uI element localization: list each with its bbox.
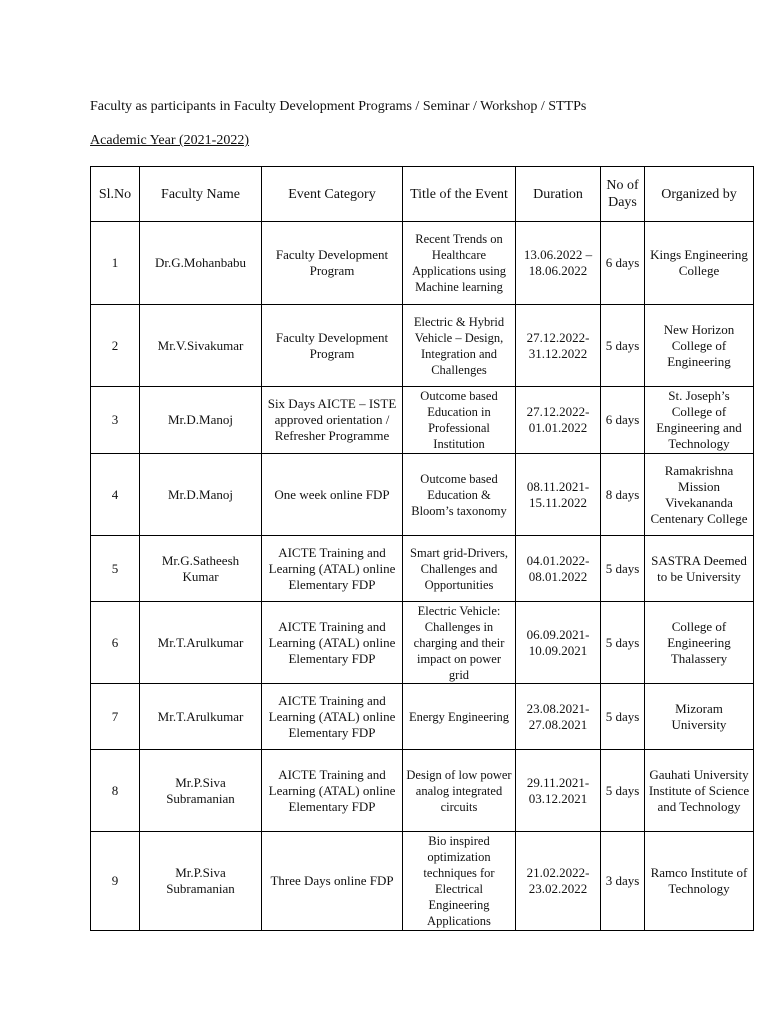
cell-event-category: AICTE Training and Learning (ATAL) online Elementary FDP xyxy=(262,536,403,602)
cell-event-category: AICTE Training and Learning (ATAL) online Elementary FDP xyxy=(262,684,403,750)
cell-duration: 27.12.2022-01.01.2022 xyxy=(516,387,601,454)
cell-organized-by: Mizoram University xyxy=(645,684,754,750)
table-row xyxy=(91,387,754,454)
cell-sl-no: 4 xyxy=(91,454,140,536)
cell-event-title: Design of low power analog integrated circuits xyxy=(403,750,516,832)
cell-no-of-days: 5 days xyxy=(601,536,645,602)
cell-event-category: AICTE Training and Learning (ATAL) online Elementary FDP xyxy=(262,750,403,832)
cell-sl-no: 7 xyxy=(91,684,140,750)
table-row xyxy=(91,454,754,536)
cell-duration: 08.11.2021-15.11.2022 xyxy=(516,454,601,536)
cell-sl-no: 9 xyxy=(91,832,140,931)
cell-no-of-days: 6 days xyxy=(601,387,645,454)
cell-no-of-days: 5 days xyxy=(601,602,645,684)
cell-organized-by: St. Joseph’s College of Engineering and Technology xyxy=(645,387,754,454)
cell-duration: 23.08.2021-27.08.2021 xyxy=(516,684,601,750)
cell-faculty-name: Mr.D.Manoj xyxy=(140,454,262,536)
cell-no-of-days: 5 days xyxy=(601,750,645,832)
cell-event-title: Energy Engineering xyxy=(403,684,516,750)
cell-no-of-days: 6 days xyxy=(601,222,645,305)
cell-organized-by: New Horizon College of Engineering xyxy=(645,305,754,387)
cell-organized-by: Ramakrishna Mission Vivekananda Centenary College xyxy=(645,454,754,536)
table-row xyxy=(91,536,754,602)
cell-event-title: Outcome based Education & Bloom’s taxonomy xyxy=(403,454,516,536)
cell-event-title: Recent Trends on Healthcare Applications using Machine learning xyxy=(403,222,516,305)
cell-organized-by: Kings Engineering College xyxy=(645,222,754,305)
cell-event-title: Electric Vehicle: Challenges in charging and their impact on power grid xyxy=(403,602,516,684)
cell-organized-by: Ramco Institute of Technology xyxy=(645,832,754,931)
table-row xyxy=(91,832,754,931)
page-heading: Faculty as participants in Faculty Development Programs / Seminar / Workshop / STTPs xyxy=(90,99,587,114)
fdp-participation-table xyxy=(90,166,754,931)
table-header-row xyxy=(91,167,754,222)
cell-sl-no: 5 xyxy=(91,536,140,602)
header-sl-no: Sl.No xyxy=(91,167,140,222)
cell-faculty-name: Mr.P.Siva Subramanian xyxy=(140,832,262,931)
cell-faculty-name: Mr.D.Manoj xyxy=(140,387,262,454)
cell-event-category: Six Days AICTE – ISTE approved orientation / Refresher Programme xyxy=(262,387,403,454)
header-event-title: Title of the Event xyxy=(403,167,516,222)
header-no-of-days: No of Days xyxy=(601,167,645,222)
cell-duration: 06.09.2021-10.09.2021 xyxy=(516,602,601,684)
cell-event-category: One week online FDP xyxy=(262,454,403,536)
cell-event-category: Faculty Development Program xyxy=(262,305,403,387)
cell-event-title: Bio inspired optimization techniques for Electrical Engineering Applications xyxy=(403,832,516,931)
header-duration: Duration xyxy=(516,167,601,222)
cell-sl-no: 2 xyxy=(91,305,140,387)
cell-no-of-days: 5 days xyxy=(601,305,645,387)
cell-event-title: Electric & Hybrid Vehicle – Design, Integration and Challenges xyxy=(403,305,516,387)
cell-organized-by: Gauhati University Institute of Science and Technology xyxy=(645,750,754,832)
table-row xyxy=(91,684,754,750)
table-row xyxy=(91,750,754,832)
table-row xyxy=(91,305,754,387)
cell-event-title: Outcome based Education in Professional Institution xyxy=(403,387,516,454)
cell-event-title: Smart grid-Drivers, Challenges and Opportunities xyxy=(403,536,516,602)
cell-faculty-name: Mr.T.Arulkumar xyxy=(140,602,262,684)
cell-sl-no: 3 xyxy=(91,387,140,454)
cell-faculty-name: Mr.V.Sivakumar xyxy=(140,305,262,387)
cell-event-category: Faculty Development Program xyxy=(262,222,403,305)
cell-organized-by: College of Engineering Thalassery xyxy=(645,602,754,684)
cell-no-of-days: 8 days xyxy=(601,454,645,536)
cell-event-category: Three Days online FDP xyxy=(262,832,403,931)
header-faculty-name: Faculty Name xyxy=(140,167,262,222)
cell-no-of-days: 3 days xyxy=(601,832,645,931)
cell-event-category: AICTE Training and Learning (ATAL) online Elementary FDP xyxy=(262,602,403,684)
cell-sl-no: 6 xyxy=(91,602,140,684)
cell-faculty-name: Dr.G.Mohanbabu xyxy=(140,222,262,305)
cell-sl-no: 1 xyxy=(91,222,140,305)
table-row xyxy=(91,602,754,684)
cell-duration: 29.11.2021-03.12.2021 xyxy=(516,750,601,832)
table-row xyxy=(91,222,754,305)
cell-faculty-name: Mr.T.Arulkumar xyxy=(140,684,262,750)
cell-duration: 13.06.2022 – 18.06.2022 xyxy=(516,222,601,305)
cell-faculty-name: Mr.P.Siva Subramanian xyxy=(140,750,262,832)
academic-year-subheading: Academic Year (2021-2022) xyxy=(90,133,250,148)
cell-organized-by: SASTRA Deemed to be University xyxy=(645,536,754,602)
cell-duration: 27.12.2022-31.12.2022 xyxy=(516,305,601,387)
cell-duration: 21.02.2022-23.02.2022 xyxy=(516,832,601,931)
cell-faculty-name: Mr.G.Satheesh Kumar xyxy=(140,536,262,602)
cell-duration: 04.01.2022-08.01.2022 xyxy=(516,536,601,602)
cell-no-of-days: 5 days xyxy=(601,684,645,750)
cell-sl-no: 8 xyxy=(91,750,140,832)
header-event-category: Event Category xyxy=(262,167,403,222)
header-organized-by: Organized by xyxy=(645,167,754,222)
